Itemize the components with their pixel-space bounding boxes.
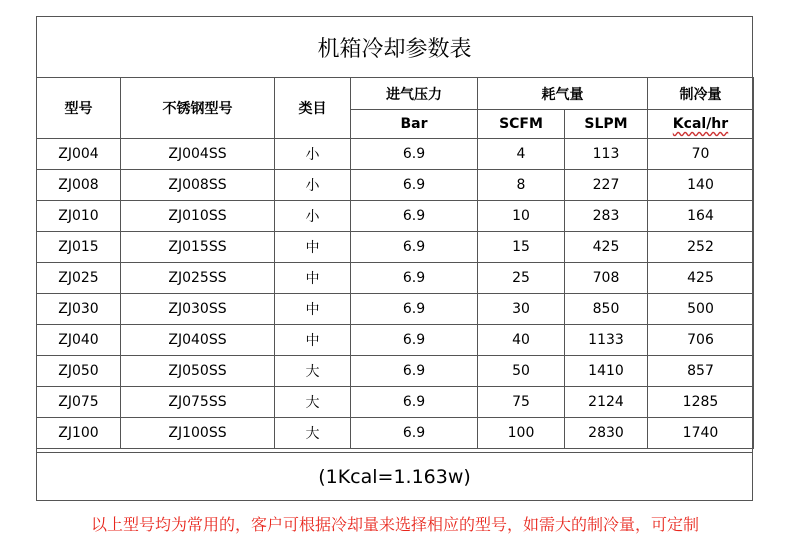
cell-bar: 6.9	[351, 418, 478, 449]
cell-slpm: 2124	[565, 387, 648, 418]
spec-table	[36, 77, 754, 449]
cell-bar: 6.9	[351, 356, 478, 387]
cell-scfm: 4	[478, 139, 565, 170]
cell-model: ZJ008	[37, 170, 121, 201]
cell-kcal: 70	[648, 139, 754, 170]
cell-cat: 大	[275, 387, 351, 418]
header-consumption: 耗气量	[478, 78, 648, 110]
cell-slpm: 2830	[565, 418, 648, 449]
cell-slpm: 113	[565, 139, 648, 170]
cell-ss: ZJ050SS	[121, 356, 275, 387]
cell-scfm: 8	[478, 170, 565, 201]
cell-model: ZJ050	[37, 356, 121, 387]
cell-model: ZJ010	[37, 201, 121, 232]
cell-model: ZJ004	[37, 139, 121, 170]
header-slpm: SLPM	[565, 110, 648, 139]
cell-ss: ZJ004SS	[121, 139, 275, 170]
table-row	[37, 418, 754, 449]
cell-ss: ZJ075SS	[121, 387, 275, 418]
cell-kcal: 140	[648, 170, 754, 201]
cell-model: ZJ015	[37, 232, 121, 263]
table-row	[37, 170, 754, 201]
header-cooling-unit: Kcal/hr	[672, 116, 729, 132]
cell-cat: 小	[275, 170, 351, 201]
cell-ss: ZJ025SS	[121, 263, 275, 294]
cell-slpm: 227	[565, 170, 648, 201]
table-row	[37, 387, 754, 418]
cell-cat: 大	[275, 418, 351, 449]
cell-bar: 6.9	[351, 325, 478, 356]
table-row	[37, 263, 754, 294]
cell-bar: 6.9	[351, 139, 478, 170]
cell-scfm: 40	[478, 325, 565, 356]
cell-scfm: 30	[478, 294, 565, 325]
cell-cat: 中	[275, 232, 351, 263]
cell-kcal: 164	[648, 201, 754, 232]
cell-bar: 6.9	[351, 263, 478, 294]
cell-cat: 中	[275, 263, 351, 294]
cell-bar: 6.9	[351, 232, 478, 263]
cell-ss: ZJ040SS	[121, 325, 275, 356]
table-row	[37, 139, 754, 170]
header-category: 类目	[275, 78, 351, 139]
cell-bar: 6.9	[351, 294, 478, 325]
table-row	[37, 294, 754, 325]
table-row	[37, 325, 754, 356]
cell-slpm: 283	[565, 201, 648, 232]
cell-kcal: 500	[648, 294, 754, 325]
header-cooling-unit-cell	[648, 110, 754, 139]
cell-cat: 中	[275, 294, 351, 325]
cell-bar: 6.9	[351, 201, 478, 232]
cell-model: ZJ030	[37, 294, 121, 325]
cell-model: ZJ025	[37, 263, 121, 294]
cell-scfm: 50	[478, 356, 565, 387]
cell-kcal: 425	[648, 263, 754, 294]
cell-kcal: 252	[648, 232, 754, 263]
cell-scfm: 75	[478, 387, 565, 418]
cell-cat: 大	[275, 356, 351, 387]
cell-ss: ZJ100SS	[121, 418, 275, 449]
header-model: 型号	[37, 78, 121, 139]
cell-kcal: 706	[648, 325, 754, 356]
cell-slpm: 1133	[565, 325, 648, 356]
cell-kcal: 1285	[648, 387, 754, 418]
table-row	[37, 356, 754, 387]
cell-model: ZJ040	[37, 325, 121, 356]
header-cooling: 制冷量	[648, 78, 754, 110]
customization-note: 以上型号均为常用的，客户可根据冷却量来选择相应的型号，如需大的制冷量，可定制	[90, 515, 699, 534]
header-scfm: SCFM	[478, 110, 565, 139]
cell-scfm: 25	[478, 263, 565, 294]
cell-scfm: 10	[478, 201, 565, 232]
cell-ss: ZJ010SS	[121, 201, 275, 232]
cell-kcal: 1740	[648, 418, 754, 449]
spec-table-frame	[36, 16, 753, 501]
cell-scfm: 100	[478, 418, 565, 449]
cell-model: ZJ100	[37, 418, 121, 449]
footnote: (1Kcal=1.163w)	[37, 452, 752, 500]
cell-slpm: 1410	[565, 356, 648, 387]
table-row	[37, 201, 754, 232]
cell-slpm: 425	[565, 232, 648, 263]
cell-ss: ZJ008SS	[121, 170, 275, 201]
header-pressure: 进气压力	[351, 78, 478, 110]
table-title: 机箱冷却参数表	[317, 36, 472, 62]
cell-cat: 小	[275, 139, 351, 170]
cell-cat: 小	[275, 201, 351, 232]
table-row	[37, 232, 754, 263]
header-ss-model: 不锈钢型号	[121, 78, 275, 139]
cell-slpm: 708	[565, 263, 648, 294]
cell-ss: ZJ015SS	[121, 232, 275, 263]
cell-slpm: 850	[565, 294, 648, 325]
cell-cat: 中	[275, 325, 351, 356]
header-pressure-unit: Bar	[351, 110, 478, 139]
cell-scfm: 15	[478, 232, 565, 263]
cell-kcal: 857	[648, 356, 754, 387]
cell-bar: 6.9	[351, 170, 478, 201]
cell-ss: ZJ030SS	[121, 294, 275, 325]
cell-model: ZJ075	[37, 387, 121, 418]
cell-bar: 6.9	[351, 387, 478, 418]
